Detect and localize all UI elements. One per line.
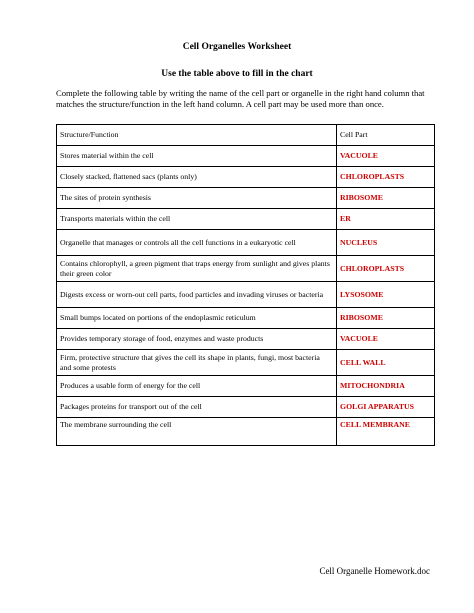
cell-part-answer: GOLGI APPARATUS: [337, 397, 435, 418]
cell-part-answer: VACUOLE: [337, 329, 435, 350]
table-row: [57, 230, 435, 256]
table-row: [57, 282, 435, 308]
function-cell: The membrane surrounding the cell: [57, 418, 337, 446]
function-cell: Transports materials within the cell: [57, 209, 337, 230]
instructions-text: Complete the following table by writing the name of the cell part or organelle in the right hand column that matches the structure/function in the left hand column. A cell part may be used more than once.: [56, 88, 425, 109]
table-row: [57, 397, 435, 418]
function-cell: Closely stacked, flattened sacs (plants only): [57, 167, 337, 188]
cell-part-answer: ER: [337, 209, 435, 230]
table-row: [57, 188, 435, 209]
cell-part-answer: RIBOSOME: [337, 308, 435, 329]
table-row: [57, 209, 435, 230]
header-cell-part: Cell Part: [337, 125, 435, 146]
function-cell: Stores material within the cell: [57, 146, 337, 167]
function-cell: Packages proteins for transport out of the cell: [57, 397, 337, 418]
cell-part-answer: RIBOSOME: [337, 188, 435, 209]
cell-part-answer: NUCLEUS: [337, 230, 435, 256]
function-cell: Contains chlorophyll, a green pigment that traps energy from sunlight and gives plants their green color: [57, 256, 337, 282]
page-subtitle: Use the table above to fill in the chart: [161, 69, 313, 79]
header-structure-function: Structure/Function: [57, 125, 337, 146]
function-cell: Organelle that manages or controls all the cell functions in a eukaryotic cell: [57, 230, 337, 256]
cell-part-answer: CHLOROPLASTS: [337, 256, 435, 282]
cell-part-answer: CELL WALL: [337, 350, 435, 376]
table-row: [57, 308, 435, 329]
table-row: [57, 350, 435, 376]
cell-part-answer: LYSOSOME: [337, 282, 435, 308]
table-row: [57, 167, 435, 188]
cell-part-answer: CHLOROPLASTS: [337, 167, 435, 188]
table-row: [57, 329, 435, 350]
organelle-table: [56, 124, 435, 446]
cell-part-answer: VACUOLE: [337, 146, 435, 167]
function-cell: Provides temporary storage of food, enzymes and waste products: [57, 329, 337, 350]
cell-part-answer: CELL MEMBRANE: [337, 418, 435, 446]
table-row: [57, 146, 435, 167]
function-cell: Digests excess or worn-out cell parts, food particles and invading viruses or bacteria: [57, 282, 337, 308]
function-cell: Produces a usable form of energy for the cell: [57, 376, 337, 397]
table-row: [57, 418, 435, 446]
cell-part-answer: MITOCHONDRIA: [337, 376, 435, 397]
function-cell: Small bumps located on portions of the endoplasmic reticulum: [57, 308, 337, 329]
footer-filename: Cell Organelle Homework.doc: [319, 566, 430, 576]
function-cell: Firm, protective structure that gives the cell its shape in plants, fungi, most bacteria and some protests: [57, 350, 337, 376]
table-row: [57, 376, 435, 397]
page-title: Cell Organelles Worksheet: [182, 42, 292, 52]
function-cell: The sites of protein synthesis: [57, 188, 337, 209]
table-row: [57, 256, 435, 282]
table-header-row: [57, 125, 435, 146]
